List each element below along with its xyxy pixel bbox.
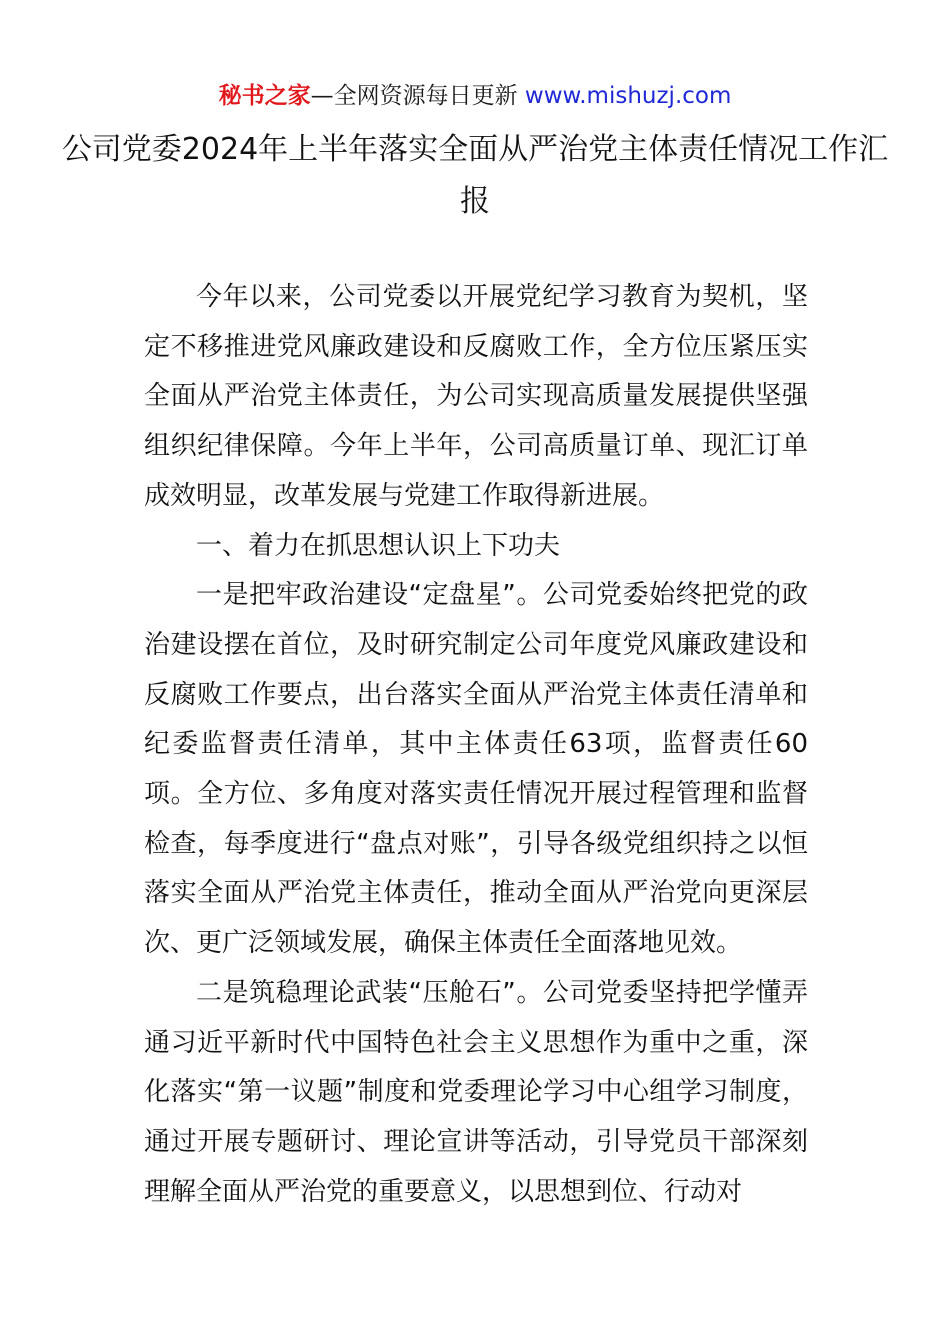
paragraph-point-1: 一是把牢政治建设“定盘星”。公司党委始终把党的政治建设摆在首位，及时研究制定公司年度党风廉政建设和反腐败工作要点，出台落实全面从严治党主体责任清单和纪委监督责任清单，其中主体责任63项，监督责任60项。全方位、多角度对落实责任情况开展过程管理和监督检查，每季度进行“盘点对账”，引导各级党组织持之以恒落实全面从严治党主体责任，推动全面从严治党向更深层次、更广泛领域发展，确保主体责任全面落地见效。 [144, 580, 808, 959]
document-title: 公司党委2024年上半年落实全面从严治党主体责任情况工作汇报 [61, 132, 889, 219]
site-header [0, 80, 950, 112]
header-tagline: —全网资源每日更新 [310, 83, 518, 109]
brand-name: 秘书之家 [218, 83, 311, 109]
site-url-link[interactable]: www.mishuzj.com [524, 83, 732, 109]
section-heading-1: 一、着力在抓思想认识上下功夫 [196, 530, 561, 561]
paragraph-intro: 今年以来，公司党委以开展党纪学习教育为契机，坚定不移推进党风廉政建设和反腐败工作，全方位压紧压实全面从严治党主体责任，为公司实现高质量发展提供坚强组织纪律保障。今年上半年，公司高质量订单、现汇订单成效明显，改革发展与党建工作取得新进展。 [144, 282, 808, 511]
document-body [144, 273, 808, 1217]
paragraph-point-2: 二是筑稳理论武装“压舱石”。公司党委坚持把学懂弄通习近平新时代中国特色社会主义思想作为重中之重，深化落实“第一议题”制度和党委理论学习中心组学习制度，通过开展专题研讨、理论宣讲等活动，引导党员干部深刻理解全面从严治党的重要意义，以思想到位、行动对 [144, 977, 808, 1207]
